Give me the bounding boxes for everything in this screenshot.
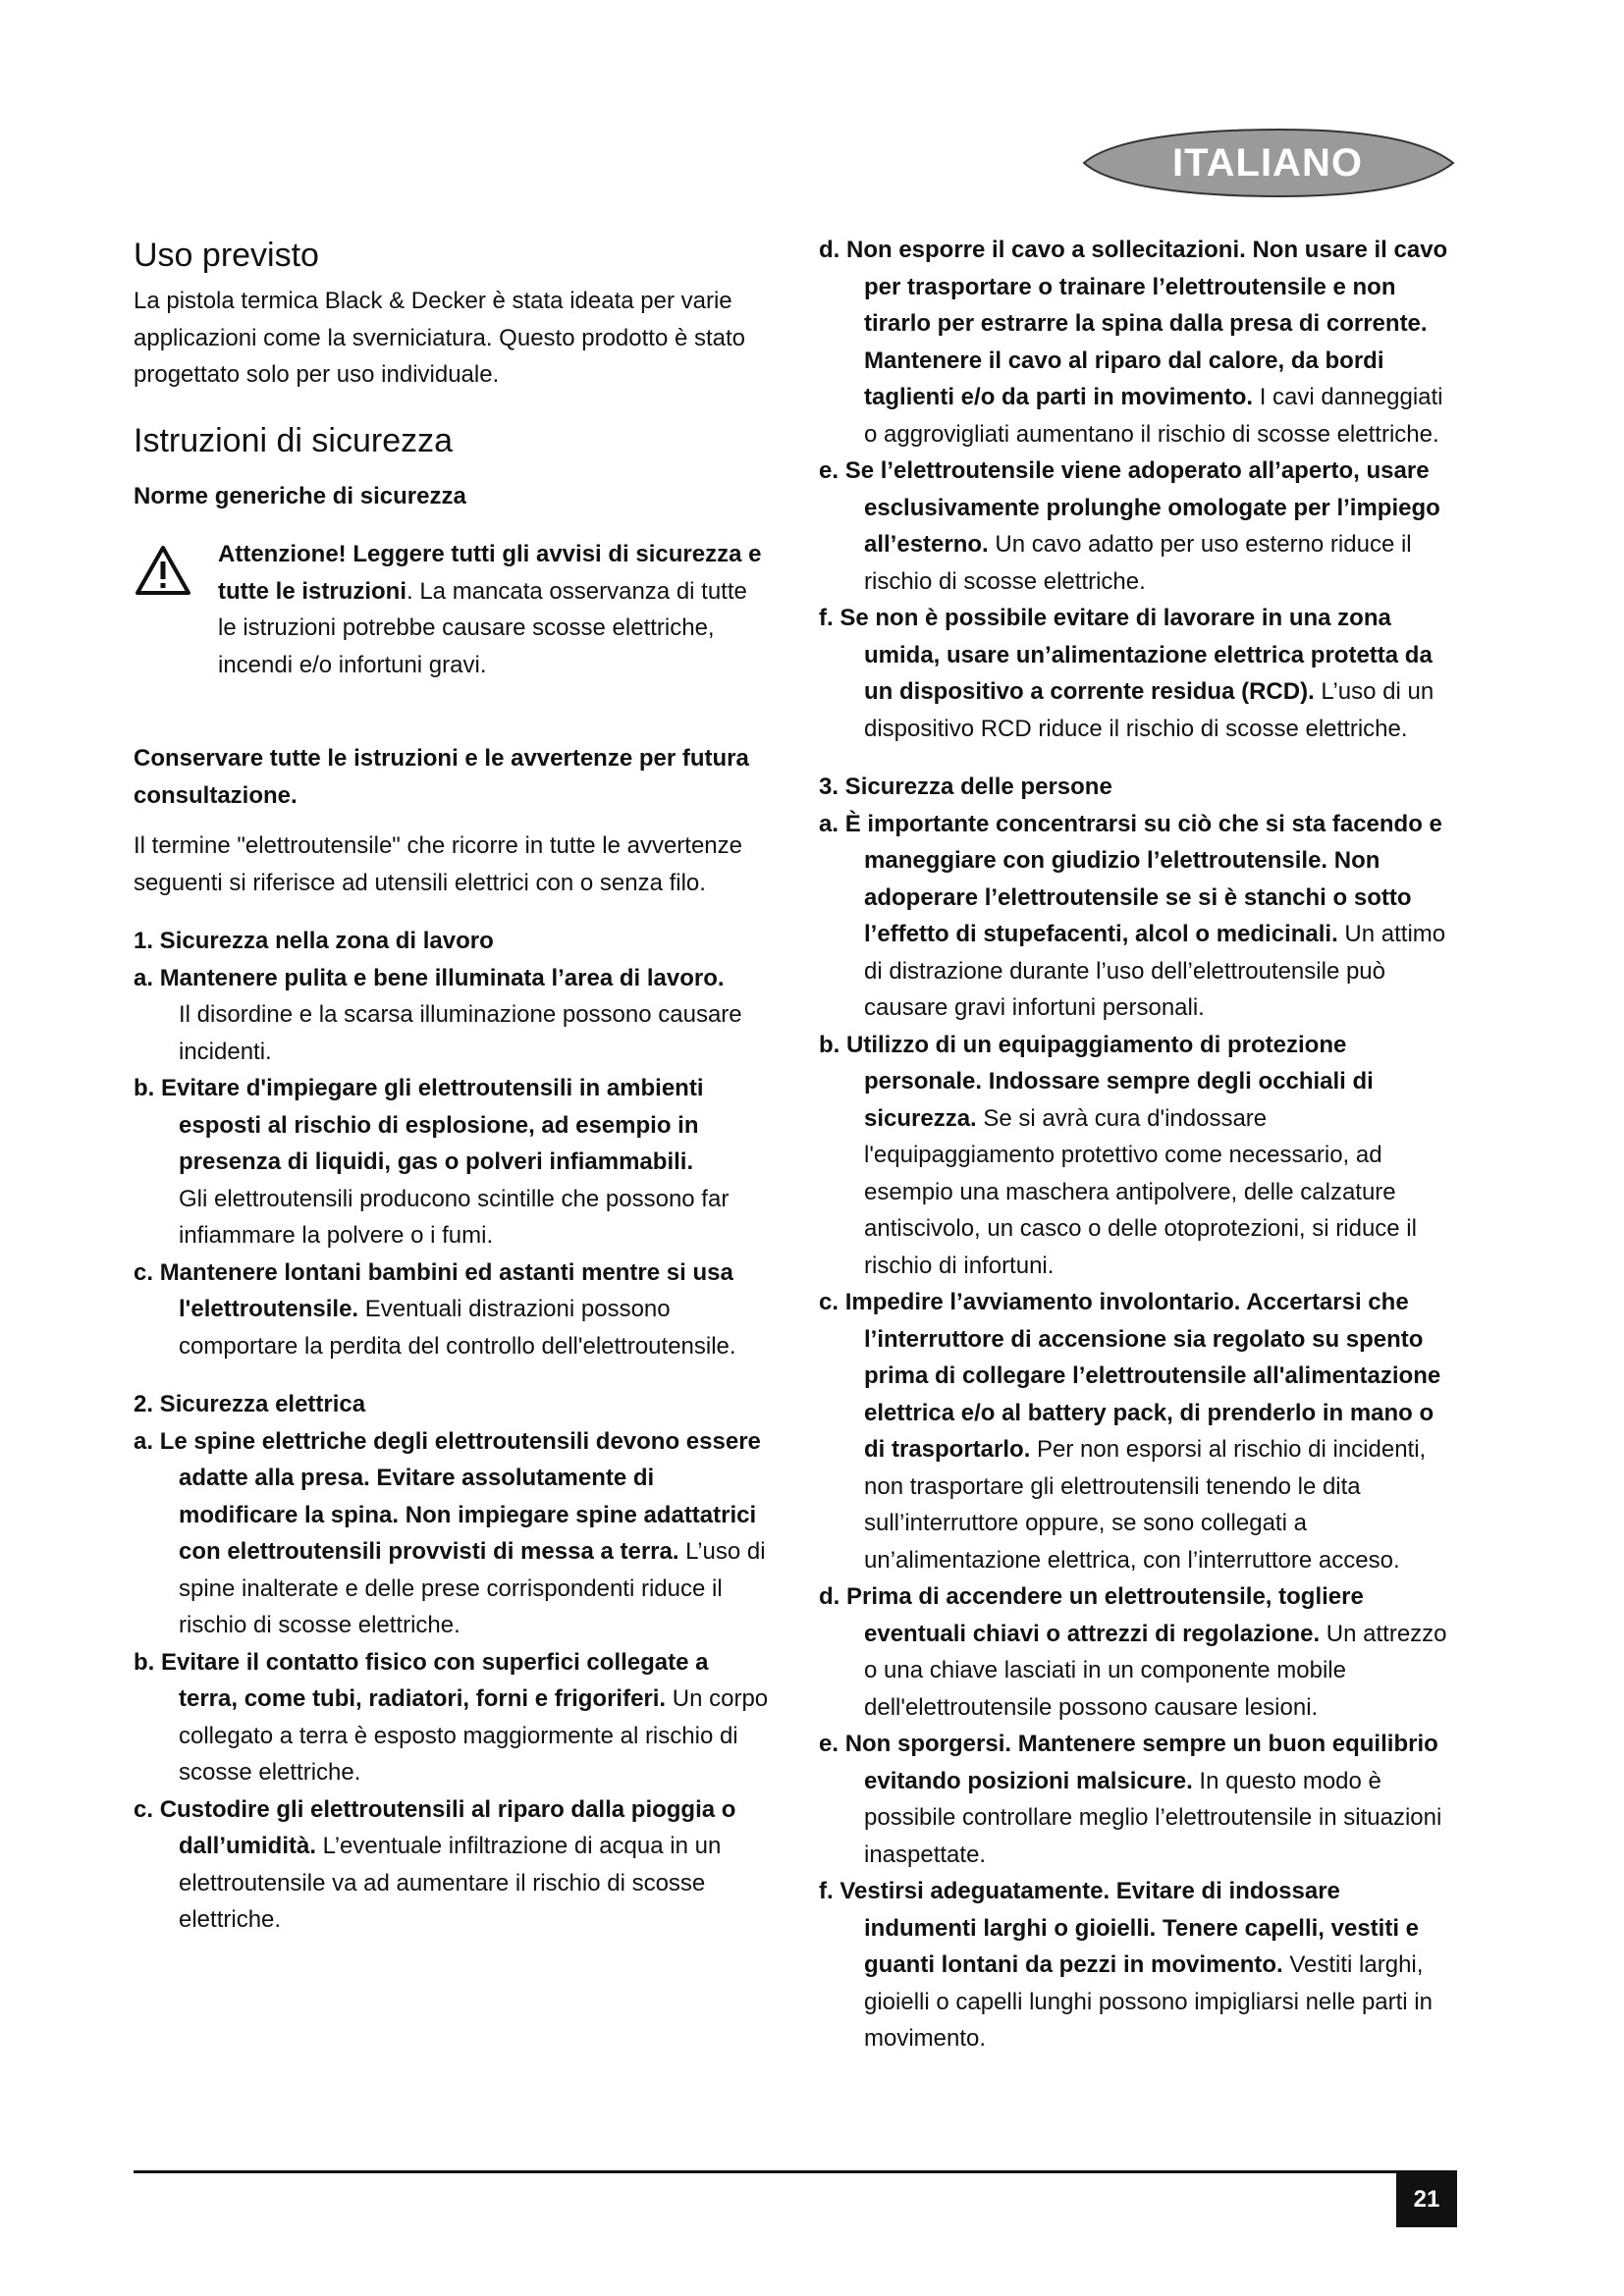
heading-norme-generiche: Norme generiche di sicurezza — [134, 482, 466, 509]
list-item-3a: a. È importante concentrarsi su ciò che si sta facendo e maneggiare con giudizio l’elettroutensile. Non adoperare l’elettroutensile se si è stanchi o sotto l’effetto di stupefacenti, alcol o medicinali. Un attimo di distrazione durante l’uso dell’elettroutensile può causare gravi infortuni personali. — [819, 810, 1446, 1021]
section-3-title: 3. Sicurezza delle persone — [819, 774, 1112, 800]
right-column — [819, 232, 1457, 2057]
list-item-3e: e. Non sporgersi. Mantenere sempre un buon equilibrio evitando posizioni malsicure. In questo modo è possibile controllare meglio l’elettroutensile in situazioni inaspettate. — [819, 1731, 1442, 1868]
intended-use-text: La pistola termica Black & Decker è stata ideata per varie applicazioni come la sverniciatura. Questo prodotto è stato progettato solo per uso individuale. — [134, 288, 746, 388]
list-item-2b: b. Evitare il contatto fisico con superfici collegate a terra, come tubi, radiatori, forni e frigoriferi. Un corpo collegato a terra è esposto maggiormente al rischio di scosse elettriche. — [134, 1648, 769, 1786]
language-tab — [1078, 128, 1457, 198]
page-number: 21 — [1396, 2172, 1457, 2227]
list-item-1c: c. Mantenere lontani bambini ed astanti mentre si usa l'elettroutensile. Eventuali distrazioni possono comportare la perdita del controllo dell'elettroutensile. — [134, 1258, 736, 1360]
list-item-2a: a. Le spine elettriche degli elettroutensili devono essere adatte alla presa. Evitare assolutamente di modificare la spina. Non impiegare spine adattatrici con elettroutensili provvisti di messa a terra. L’uso di spine inalterate e delle prese corrispondenti riduce il rischio di scosse elettriche. — [134, 1427, 766, 1638]
left-column — [134, 232, 772, 1939]
footer-rule — [134, 2170, 1457, 2173]
list-item-3f: f. Vestirsi adeguatamente. Evitare di indossare indumenti larghi o gioielli. Tenere capelli, vestiti e guanti lontani da pezzi in movimento. Vestiti larghi, gioielli o capelli lunghi possono impigliarsi nelle parti in movimento. — [819, 1878, 1433, 2052]
warning-text: . La mancata osservanza di tutte le istruzioni potrebbe causare scosse elettriche, incendi e/o infortuni gravi. — [218, 577, 747, 678]
list-item-2f: f. Se non è possibile evitare di lavorare in una zona umida, usare un’alimentazione elettrica protetta da un dispositivo a corrente residua (RCD). L’uso di un dispositivo RCD riduce il rischio di scosse elettriche. — [819, 605, 1435, 742]
termine-elettroutensile: Il termine "elettroutensile" che ricorre in tutte le avvertenze seguenti si riferisce ad utensili elettrici con o senza filo. — [134, 832, 742, 896]
warning-bold-text: Attenzione! Leggere tutti gli avvisi di sicurezza e tutte le istruzioni — [218, 541, 762, 605]
list-item-1b: b. Evitare d'impiegare gli elettroutensili in ambienti esposti al rischio di esplosione, ad esempio in presenza di liquidi, gas o polveri infiammabili. Gli elettroutensili producono scintille che possono far infiammare la polvere o i fumi. — [134, 1075, 730, 1249]
list-item-1a: a. Mantenere pulita e bene illuminata l’area di lavoro. Il disordine e la scarsa illuminazione possono causare incidenti. — [134, 964, 742, 1065]
section-1-title: 1. Sicurezza nella zona di lavoro — [134, 928, 494, 954]
section-2-title: 2. Sicurezza elettrica — [134, 1391, 366, 1417]
list-item-2c: c. Custodire gli elettroutensili al riparo dalla pioggia o dall’umidità. L’eventuale infiltrazione di acqua in un elettroutensile va ad aumentare il rischio di scosse elettriche. — [134, 1795, 736, 1933]
list-item-3c: c. Impedire l’avviamento involontario. Accertarsi che l’interruttore di accensione sia regolato su spento prima di collegare l’elettroutensile all'alimentazione elettrica e/o al battery pack, di prenderlo in mano o di trasportarlo. Per non esporsi al rischio di incidenti, non trasportare gli elettroutensili tenendo le dita sull’interruttore oppure, se sono collegati a un’alimentazione elettrica, con l’interruttore acceso. — [819, 1289, 1441, 1574]
conservare-istruzioni: Conservare tutte le istruzioni e le avvertenze per futura consultazione. — [134, 745, 749, 809]
language-tab-label: ITALIANO — [1172, 141, 1363, 185]
heading-uso-previsto: Uso previsto — [134, 237, 319, 274]
list-item-2d: d. Non esporre il cavo a sollecitazioni. Non usare il cavo per trasportare o trainare l’elettroutensile e non tirarlo per estrarre la spina dalla presa di corrente. Mantenere il cavo al riparo dal calore, da bordi taglienti e/o da parti in movimento. I cavi danneggiati o aggrovigliati aumentano il rischio di scosse elettriche. — [819, 237, 1448, 448]
heading-istruzioni-sicurezza: Istruzioni di sicurezza — [134, 421, 454, 459]
list-item-3b: b. Utilizzo di un equipaggiamento di protezione personale. Indossare sempre degli occhiali di sicurezza. Se si avrà cura d'indossare l'equipaggiamento protettivo come necessario, ad esempio una maschera antipolvere, delle calzature antiscivolo, un casco o delle otoprotezioni, si riduce il rischio di infortuni. — [819, 1031, 1417, 1279]
list-item-2e: e. Se l’elettroutensile viene adoperato all’aperto, usare esclusivamente prolunghe omologate per l’impiego all’esterno. Un cavo adatto per uso esterno riduce il rischio di scosse elettriche. — [819, 457, 1440, 595]
warning-block — [134, 536, 772, 683]
warning-triangle-icon — [134, 544, 192, 597]
list-item-3d: d. Prima di accendere un elettroutensile, togliere eventuali chiavi o attrezzi di regolazione. Un attrezzo o una chiave lasciati in un componente mobile dell'elettroutensile possono causare lesioni. — [819, 1583, 1447, 1721]
